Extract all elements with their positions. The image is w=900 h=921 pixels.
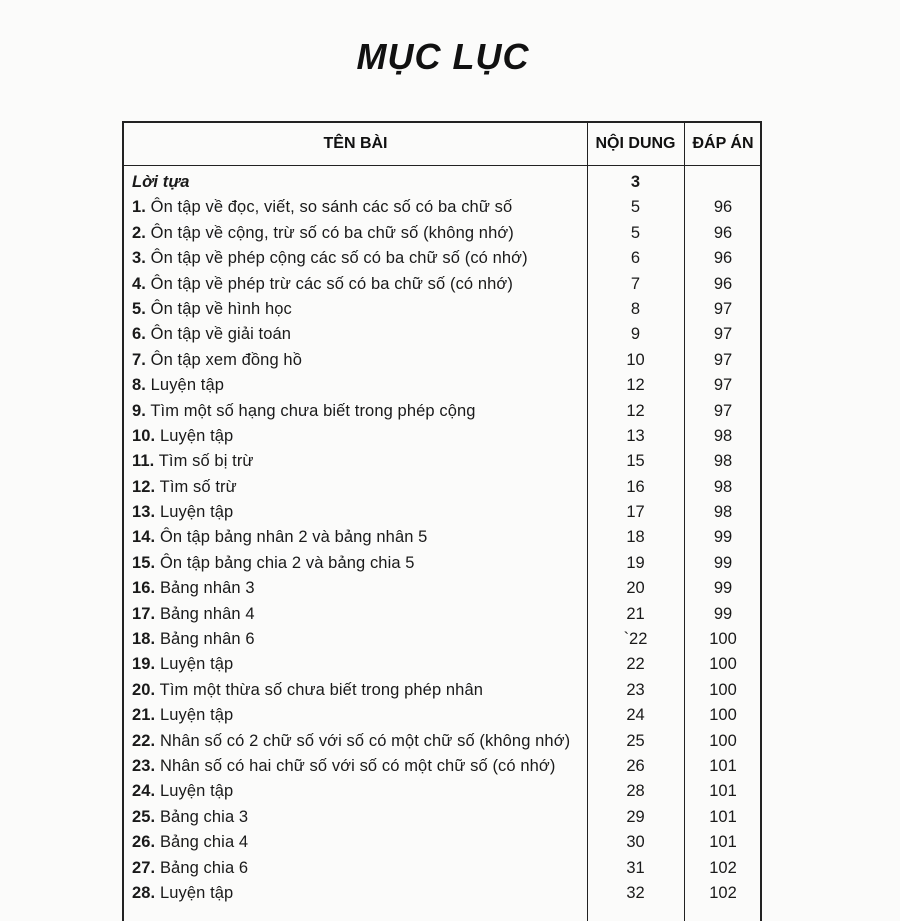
lesson-number: 28. <box>132 883 156 902</box>
content-page-number: 13 <box>626 426 645 445</box>
toc-row[interactable] <box>124 830 764 855</box>
lesson-title <box>132 500 233 525</box>
lesson-title <box>132 373 224 398</box>
content-page-number: 19 <box>626 553 645 572</box>
content-page-number: 31 <box>626 858 645 877</box>
lesson-title <box>132 805 248 830</box>
toc-row[interactable] <box>124 652 764 677</box>
answer-page-number: 99 <box>713 528 733 547</box>
lesson-title <box>132 246 528 271</box>
answer-page-number: 98 <box>713 503 733 522</box>
content-page-number: 28 <box>626 782 645 801</box>
toc-rows <box>124 170 764 906</box>
lesson-name: Tìm một thừa số chưa biết trong phép nhân <box>159 680 484 699</box>
lesson-name: Ôn tập về phép cộng các số có ba chữ số (có nhớ) <box>150 249 528 268</box>
toc-row[interactable] <box>124 576 764 601</box>
lesson-number: 9. <box>132 401 146 420</box>
answer-page-number: 97 <box>713 376 733 395</box>
content-page-number: 6 <box>630 249 641 268</box>
lesson-number: 24. <box>132 782 156 801</box>
lesson-number: 26. <box>132 833 156 852</box>
header-divider <box>124 165 760 166</box>
toc-row[interactable] <box>124 373 764 398</box>
toc-row[interactable] <box>124 678 764 703</box>
lesson-number: 18. <box>132 630 156 649</box>
answer-page-number: 101 <box>709 756 737 775</box>
answer-page-number: 101 <box>709 833 737 852</box>
toc-row[interactable] <box>124 272 764 297</box>
toc-row[interactable] <box>124 805 764 830</box>
lesson-title <box>132 576 255 601</box>
lesson-title <box>132 399 476 424</box>
content-page-number: 9 <box>630 325 641 344</box>
lesson-name: Bảng chia 3 <box>159 807 249 826</box>
lesson-name: Ôn tập về phép trừ các số có ba chữ số (có nhớ) <box>150 274 513 293</box>
answer-page-number: 98 <box>713 426 733 445</box>
toc-row[interactable] <box>124 221 764 246</box>
toc-row[interactable] <box>124 246 764 271</box>
lesson-number: 13. <box>132 503 156 522</box>
toc-row[interactable] <box>124 195 764 220</box>
content-page-number: 5 <box>630 223 641 242</box>
toc-row-intro[interactable] <box>124 170 764 195</box>
page-title: MỤC LỤC <box>356 36 530 77</box>
lesson-number: 19. <box>132 655 156 674</box>
lesson-name: Ôn tập về giải toán <box>150 325 292 344</box>
lesson-title <box>132 348 302 373</box>
table-of-contents <box>122 121 762 921</box>
answer-page-number: 98 <box>713 452 733 471</box>
toc-row[interactable] <box>124 729 764 754</box>
content-page-number: 12 <box>626 376 645 395</box>
answer-page-number: 101 <box>709 807 737 826</box>
lesson-name: Bảng chia 6 <box>159 858 249 877</box>
content-page-number: 12 <box>626 401 645 420</box>
answer-page-number: 96 <box>713 274 733 293</box>
answer-page-number: 97 <box>713 401 733 420</box>
content-page-number: 7 <box>630 274 641 293</box>
content-page-number: 17 <box>626 503 645 522</box>
lesson-title <box>132 754 555 779</box>
answer-page-number: 96 <box>713 198 733 217</box>
lesson-title <box>132 195 512 220</box>
toc-row[interactable] <box>124 627 764 652</box>
lesson-title <box>132 779 233 804</box>
toc-row[interactable] <box>124 424 764 449</box>
content-page-number: 32 <box>626 883 645 902</box>
toc-row[interactable] <box>124 322 764 347</box>
lesson-name: Ôn tập về đọc, viết, so sánh các số có ba chữ số <box>150 198 513 217</box>
lesson-title <box>132 678 483 703</box>
answer-page-number: 101 <box>709 782 737 801</box>
toc-row[interactable] <box>124 881 764 906</box>
lesson-number: 8. <box>132 376 146 395</box>
toc-row[interactable] <box>124 602 764 627</box>
lesson-number: 23. <box>132 756 156 775</box>
toc-row[interactable] <box>124 399 764 424</box>
lesson-name: Luyện tập <box>159 426 234 445</box>
lesson-title <box>132 627 255 652</box>
lesson-name: Nhân số có 2 chữ số với số có một chữ số (không nhớ) <box>159 731 571 750</box>
toc-row[interactable] <box>124 500 764 525</box>
toc-row[interactable] <box>124 856 764 881</box>
lesson-name: Ôn tập bảng nhân 2 và bảng nhân 5 <box>159 528 428 547</box>
lesson-name: Luyện tập <box>159 655 234 674</box>
lesson-name: Luyện tập <box>159 503 234 522</box>
content-page-number: 20 <box>626 579 645 598</box>
lesson-title <box>132 272 513 297</box>
lesson-title <box>132 551 415 576</box>
lesson-name: Luyện tập <box>159 706 234 725</box>
answer-page-number: 99 <box>713 579 733 598</box>
answer-page-number: 96 <box>713 223 733 242</box>
answer-page-number: 98 <box>713 477 733 496</box>
toc-row[interactable] <box>124 297 764 322</box>
intro-title: Lời tựa <box>132 173 190 191</box>
answer-page-number: 99 <box>713 553 733 572</box>
lesson-name: Ôn tập xem đồng hồ <box>150 350 302 369</box>
lesson-name: Tìm số trừ <box>159 477 237 496</box>
answer-page-number: 100 <box>709 630 737 649</box>
toc-row[interactable] <box>124 475 764 500</box>
lesson-number: 22. <box>132 731 156 750</box>
answer-page-number: 100 <box>709 731 737 750</box>
lesson-name: Nhân số có hai chữ số với số có một chữ số (có nhớ) <box>159 756 556 775</box>
content-page-number: 22 <box>626 655 645 674</box>
lesson-number: 15. <box>132 553 156 572</box>
lesson-title <box>132 856 248 881</box>
lesson-name: Ôn tập về hình học <box>150 299 292 318</box>
toc-row[interactable] <box>124 551 764 576</box>
lesson-number: 10. <box>132 426 156 445</box>
lesson-name: Bảng nhân 3 <box>159 579 255 598</box>
lesson-title <box>132 881 233 906</box>
lesson-number: 20. <box>132 680 156 699</box>
content-page-number: 24 <box>626 706 645 725</box>
lesson-title <box>132 322 291 347</box>
lesson-name: Luyện tập <box>159 782 234 801</box>
lesson-number: 25. <box>132 807 156 826</box>
toc-row[interactable] <box>124 525 764 550</box>
lesson-number: 1. <box>132 198 146 217</box>
content-page-number: 29 <box>626 807 645 826</box>
lesson-number: 6. <box>132 325 146 344</box>
lesson-number: 12. <box>132 477 156 496</box>
content-page-number: 23 <box>626 680 645 699</box>
lesson-title <box>132 525 427 550</box>
content-page-number: 26 <box>626 756 645 775</box>
header-answer-page: ĐÁP ÁN <box>692 135 754 152</box>
intro-page: 3 <box>630 173 641 191</box>
toc-row[interactable] <box>124 754 764 779</box>
lesson-title <box>132 729 570 754</box>
answer-page-number: 97 <box>713 325 733 344</box>
answer-page-number: 97 <box>713 299 733 318</box>
lesson-number: 17. <box>132 604 156 623</box>
lesson-title <box>132 297 292 322</box>
lesson-number: 14. <box>132 528 156 547</box>
content-page-number: 30 <box>626 833 645 852</box>
header-content-page: NỘI DUNG <box>595 135 676 152</box>
content-page-number: 25 <box>626 731 645 750</box>
lesson-title <box>132 449 254 474</box>
lesson-name: Luyện tập <box>150 376 225 395</box>
lesson-title <box>132 652 233 677</box>
lesson-name: Bảng nhân 4 <box>159 604 255 623</box>
lesson-title <box>132 221 514 246</box>
lesson-number: 21. <box>132 706 156 725</box>
toc-row[interactable] <box>124 779 764 804</box>
lesson-number: 27. <box>132 858 156 877</box>
lesson-title <box>132 830 248 855</box>
header-lesson-name: TÊN BÀI <box>323 135 388 152</box>
lesson-number: 7. <box>132 350 146 369</box>
content-page-number: 16 <box>626 477 645 496</box>
answer-page-number: 96 <box>713 249 733 268</box>
lesson-name: Ôn tập về cộng, trừ số có ba chữ số (không nhớ) <box>150 223 514 242</box>
answer-page-number: 97 <box>713 350 733 369</box>
toc-row[interactable] <box>124 449 764 474</box>
content-page-number: 5 <box>630 198 641 217</box>
toc-row[interactable] <box>124 348 764 373</box>
lesson-number: 5. <box>132 299 146 318</box>
content-page-number: 8 <box>630 299 641 318</box>
content-page-number: 10 <box>626 350 645 369</box>
lesson-title <box>132 475 237 500</box>
lesson-title <box>132 602 255 627</box>
answer-page-number: 102 <box>709 858 737 877</box>
answer-page-number: 100 <box>709 680 737 699</box>
lesson-number: 2. <box>132 223 146 242</box>
content-page-number: 15 <box>626 452 645 471</box>
lesson-number: 11. <box>132 452 155 471</box>
toc-row[interactable] <box>124 703 764 728</box>
lesson-name: Bảng nhân 6 <box>159 630 255 649</box>
lesson-name: Tìm một số hạng chưa biết trong phép cộng <box>150 401 476 420</box>
lesson-number: 3. <box>132 249 146 268</box>
lesson-title <box>132 703 233 728</box>
lesson-name: Bảng chia 4 <box>159 833 249 852</box>
answer-page-number: 100 <box>709 655 737 674</box>
lesson-name: Tìm số bị trừ <box>158 452 254 471</box>
answer-page-number: 99 <box>713 604 733 623</box>
content-page-number: 21 <box>626 604 645 623</box>
lesson-number: 16. <box>132 579 156 598</box>
answer-page-number: 102 <box>709 883 737 902</box>
content-page-number: 18 <box>626 528 645 547</box>
lesson-title <box>132 424 233 449</box>
lesson-name: Ôn tập bảng chia 2 và bảng chia 5 <box>159 553 415 572</box>
content-page-number: `22 <box>623 630 648 649</box>
lesson-name: Luyện tập <box>159 883 234 902</box>
lesson-number: 4. <box>132 274 146 293</box>
answer-page-number: 100 <box>709 706 737 725</box>
